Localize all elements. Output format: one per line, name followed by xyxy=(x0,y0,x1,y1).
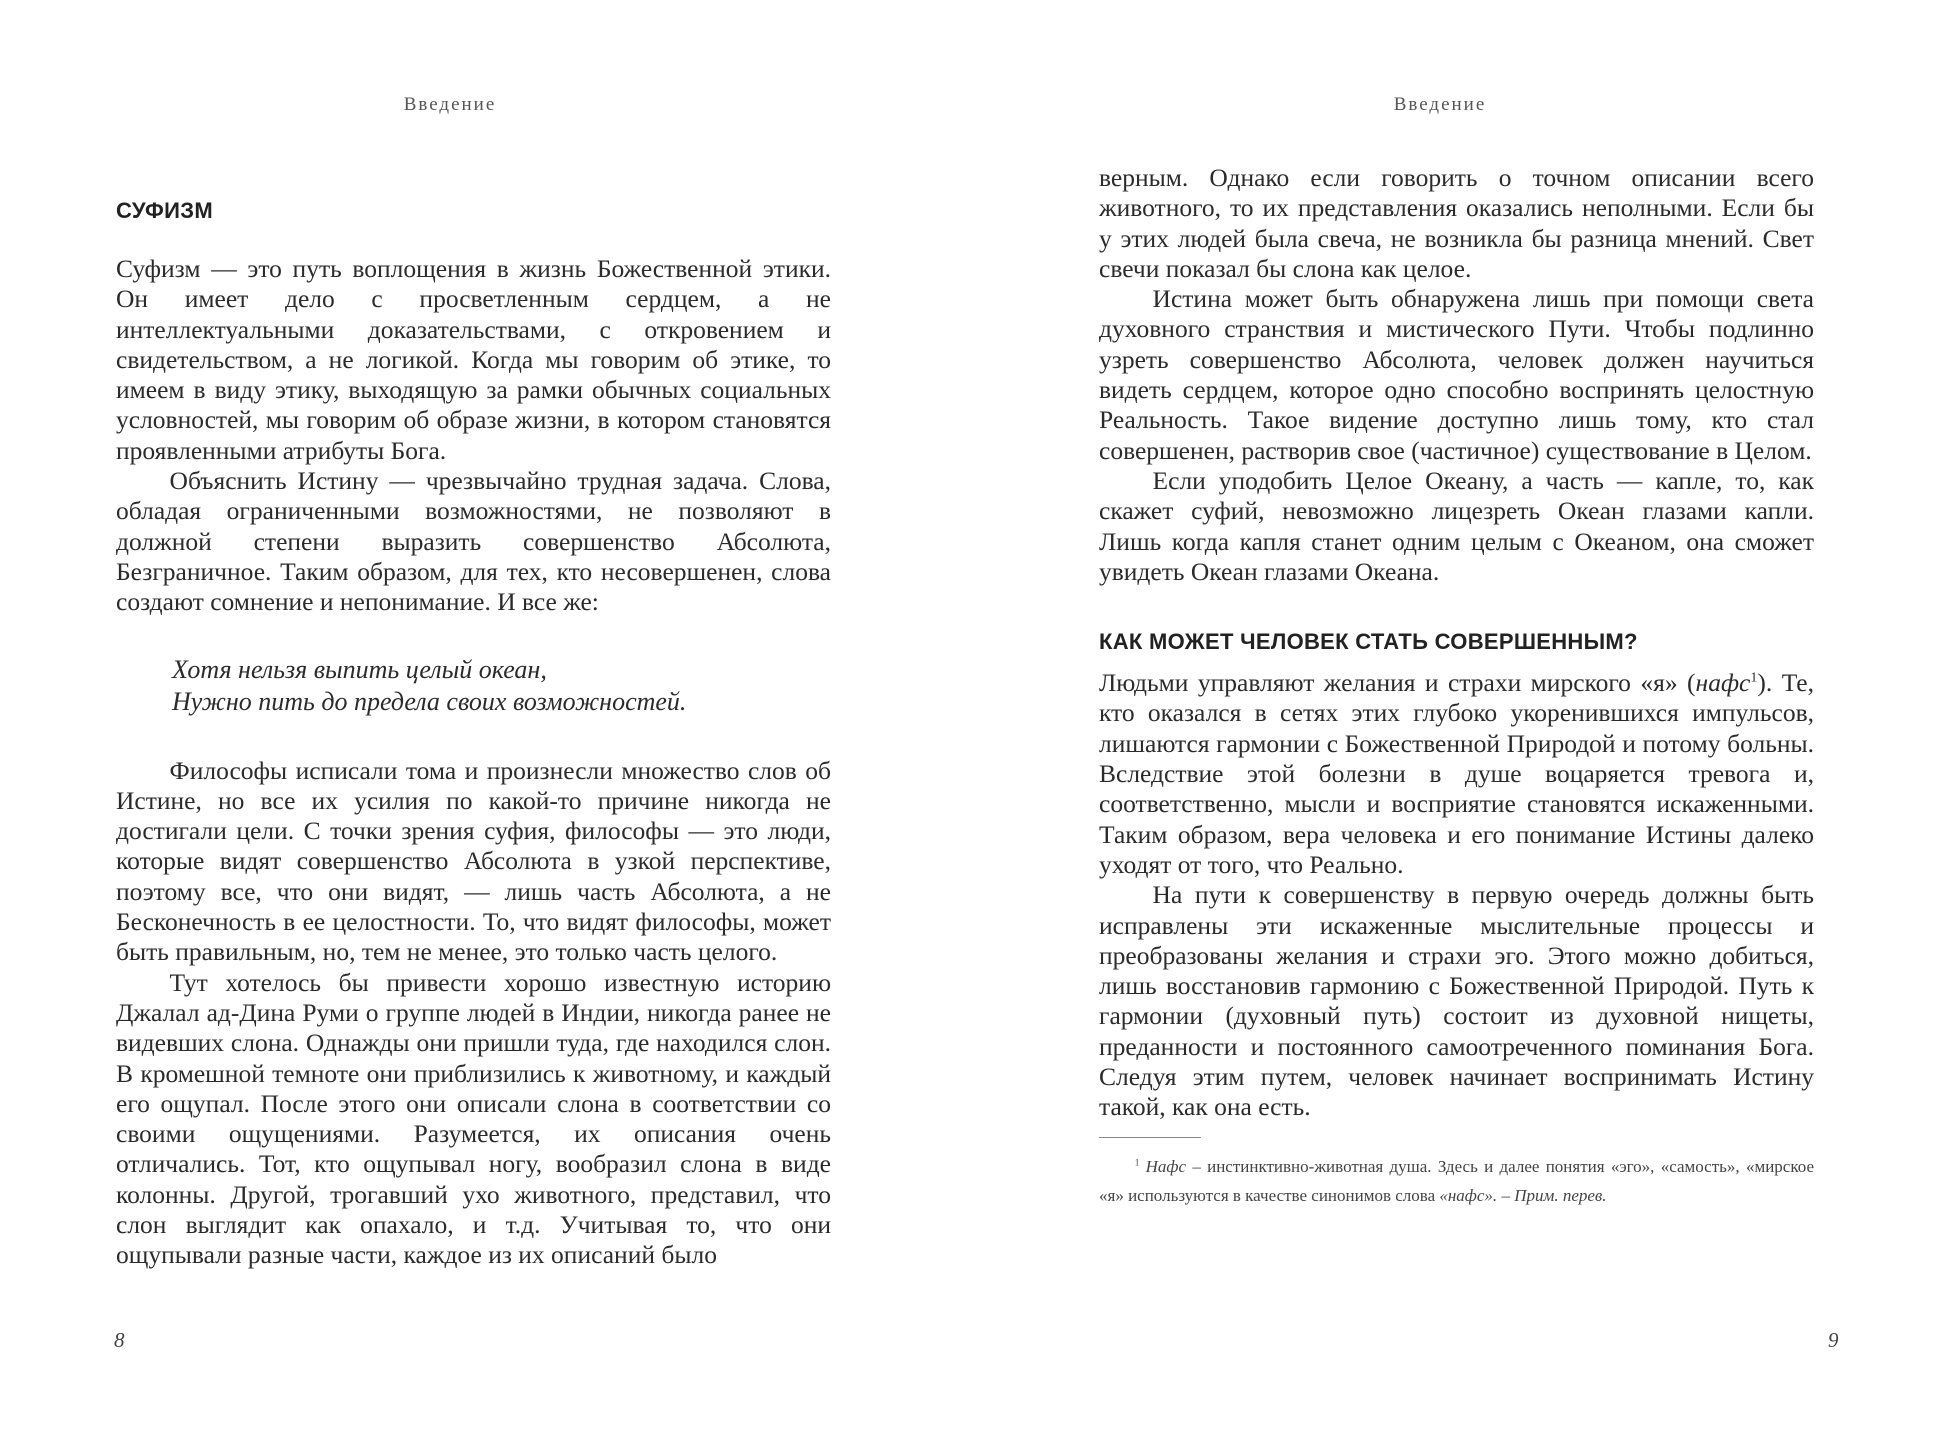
paragraph xyxy=(1099,668,1814,880)
right-text-block xyxy=(1099,163,1814,1210)
footnote-divider xyxy=(1099,1137,1201,1138)
verse-line: Нужно пить до предела своих возможностей. xyxy=(172,686,687,716)
paragraph: Тут хотелось бы привести хорошо известную историю Джалал ад-Дина Руми о группе людей в Индии, никогда ранее не видевших слона. Однажды они пришли туда, где находился слон. В кромешной темноте они приблизились к животному, и каждый его ощупал. После этого они описали слона в соответствии со своими ощущениями. Разумеется, их описания очень отличались. Тот, кто ощупывал ногу, вообразил слона в виде колонны. Другой, трогавший ухо животного, представил, что слон выглядит как опахало, и т.д. Учитывая то, что они ощупывали разные части, каждое из их описаний было xyxy=(116,967,831,1270)
running-head-right: Введение xyxy=(1393,94,1487,115)
paragraph: Истина может быть обнаружена лишь при помощи света духовного странствия и мистического Пути. Чтобы подлинно узреть совершенство Абсолюта, человек должен научиться видеть сердцем, которое одно способно воспринять целостную Реальность. Такое видение доступно лишь тому, кто стал совершенен, растворив свое (частичное) существование в Целом. xyxy=(1099,284,1814,465)
paragraph: Если уподобить Целое Океану, а часть — капле, то, как скажет суфий, невозможно лицезреть Океан глазами капли. Лишь когда капля станет одним целым с Океаном, она сможет увидеть Океан глазами Океана. xyxy=(1099,465,1814,586)
nafs-term: нафс xyxy=(1695,668,1751,698)
footnote xyxy=(1099,1152,1814,1210)
paragraph-text: Людьми управляют желания и страхи мирского «я» ( xyxy=(1099,668,1696,698)
section-heading-perfection: КАК МОЖЕТ ЧЕЛОВЕК СТАТЬ СОВЕРШЕННЫМ? xyxy=(1099,629,1638,655)
footnote-text-2: – xyxy=(1497,1185,1515,1205)
verse-quote xyxy=(172,654,831,718)
footnote-text: – инстинктивно-животная душа. Здесь и далее понятия «эго», «самость», «мирское «я» используются в качестве синонимов слова xyxy=(1099,1156,1814,1205)
verse-line: Хотя нельзя выпить целый океан, xyxy=(172,654,547,684)
translator-note: Прим. перев. xyxy=(1514,1185,1607,1205)
footnote-term: Нафс xyxy=(1145,1156,1187,1176)
left-text-block xyxy=(116,196,831,1271)
page-number-left: 8 xyxy=(114,1328,125,1352)
paragraph: Объяснить Истину — чрезвычайно трудная задача. Слова, обладая ограниченными возможностями, не позволяют в должной степени выразить совершенство Абсолюта, Безграничное. Таким образом, для тех, кто несовершенен, слова создают сомнение и непонимание. И все же: xyxy=(116,466,831,617)
footnote-term-2: «нафс». xyxy=(1439,1185,1498,1205)
paragraph: На пути к совершенству в первую очередь должны быть исправлены эти искаженные мыслительные процессы и преобразованы желания и страхи эго. Этого можно добиться, лишь восстановив гармонию с Божественной Природой. Путь к гармонии (духовный путь) состоит из духовной нищеты, преданности и постоянного самоотреченного поминания Бога. Следуя этим путем, человек начинает воспринимать Истину такой, как она есть. xyxy=(1099,880,1814,1122)
page-number-right: 9 xyxy=(1828,1328,1839,1352)
right-page xyxy=(980,0,1960,1446)
footnote-number: 1 xyxy=(1134,1157,1140,1168)
section-heading-sufism: СУФИЗМ xyxy=(116,198,213,223)
running-head-left: Введение xyxy=(403,94,497,115)
paragraph-text: ). Те, кто оказался в сетях этих глубоко укоренившихся импульсов, лишаются гармонии с Божественной Природой и потому больны. Вследствие этой болезни в душе воцаряется тревога и, соответственно, мысли и восприятие становятся искаженными. Таким образом, вера человека и его понимание Истины далеко уходят от того, что Реально. xyxy=(1099,668,1814,879)
paragraph: Суфизм — это путь воплощения в жизнь Божественной этики. Он имеет дело с просветленным сердцем, а не интеллектуальными доказательствами, с откровением и свидетельством, а не логикой. Когда мы говорим об этике, то имеем в виду этику, выходящую за рамки обычных социальных условностей, мы говорим об образе жизни, в котором становятся проявленными атрибуты Бога. xyxy=(116,254,831,465)
paragraph: верным. Однако если говорить о точном описании всего животного, то их представления оказались неполными. Если бы у этих людей была свеча, не возникла бы разница мнений. Свет свечи показал бы слона как целое. xyxy=(1099,163,1814,283)
paragraph: Философы исписали тома и произнесли множество слов об Истине, но все их усилия по какой-то причине никогда не достигали цели. С точки зрения суфия, философы — это люди, которые видят совершенство Абсолюта в узкой перспективе, поэтому все, что они видят, — лишь часть Абсолюта, а не Бесконечность в ее целостности. То, что видят философы, может быть правильным, но, тем не менее, это только часть целого. xyxy=(116,755,831,967)
footnote-marker: 1 xyxy=(1750,670,1758,686)
